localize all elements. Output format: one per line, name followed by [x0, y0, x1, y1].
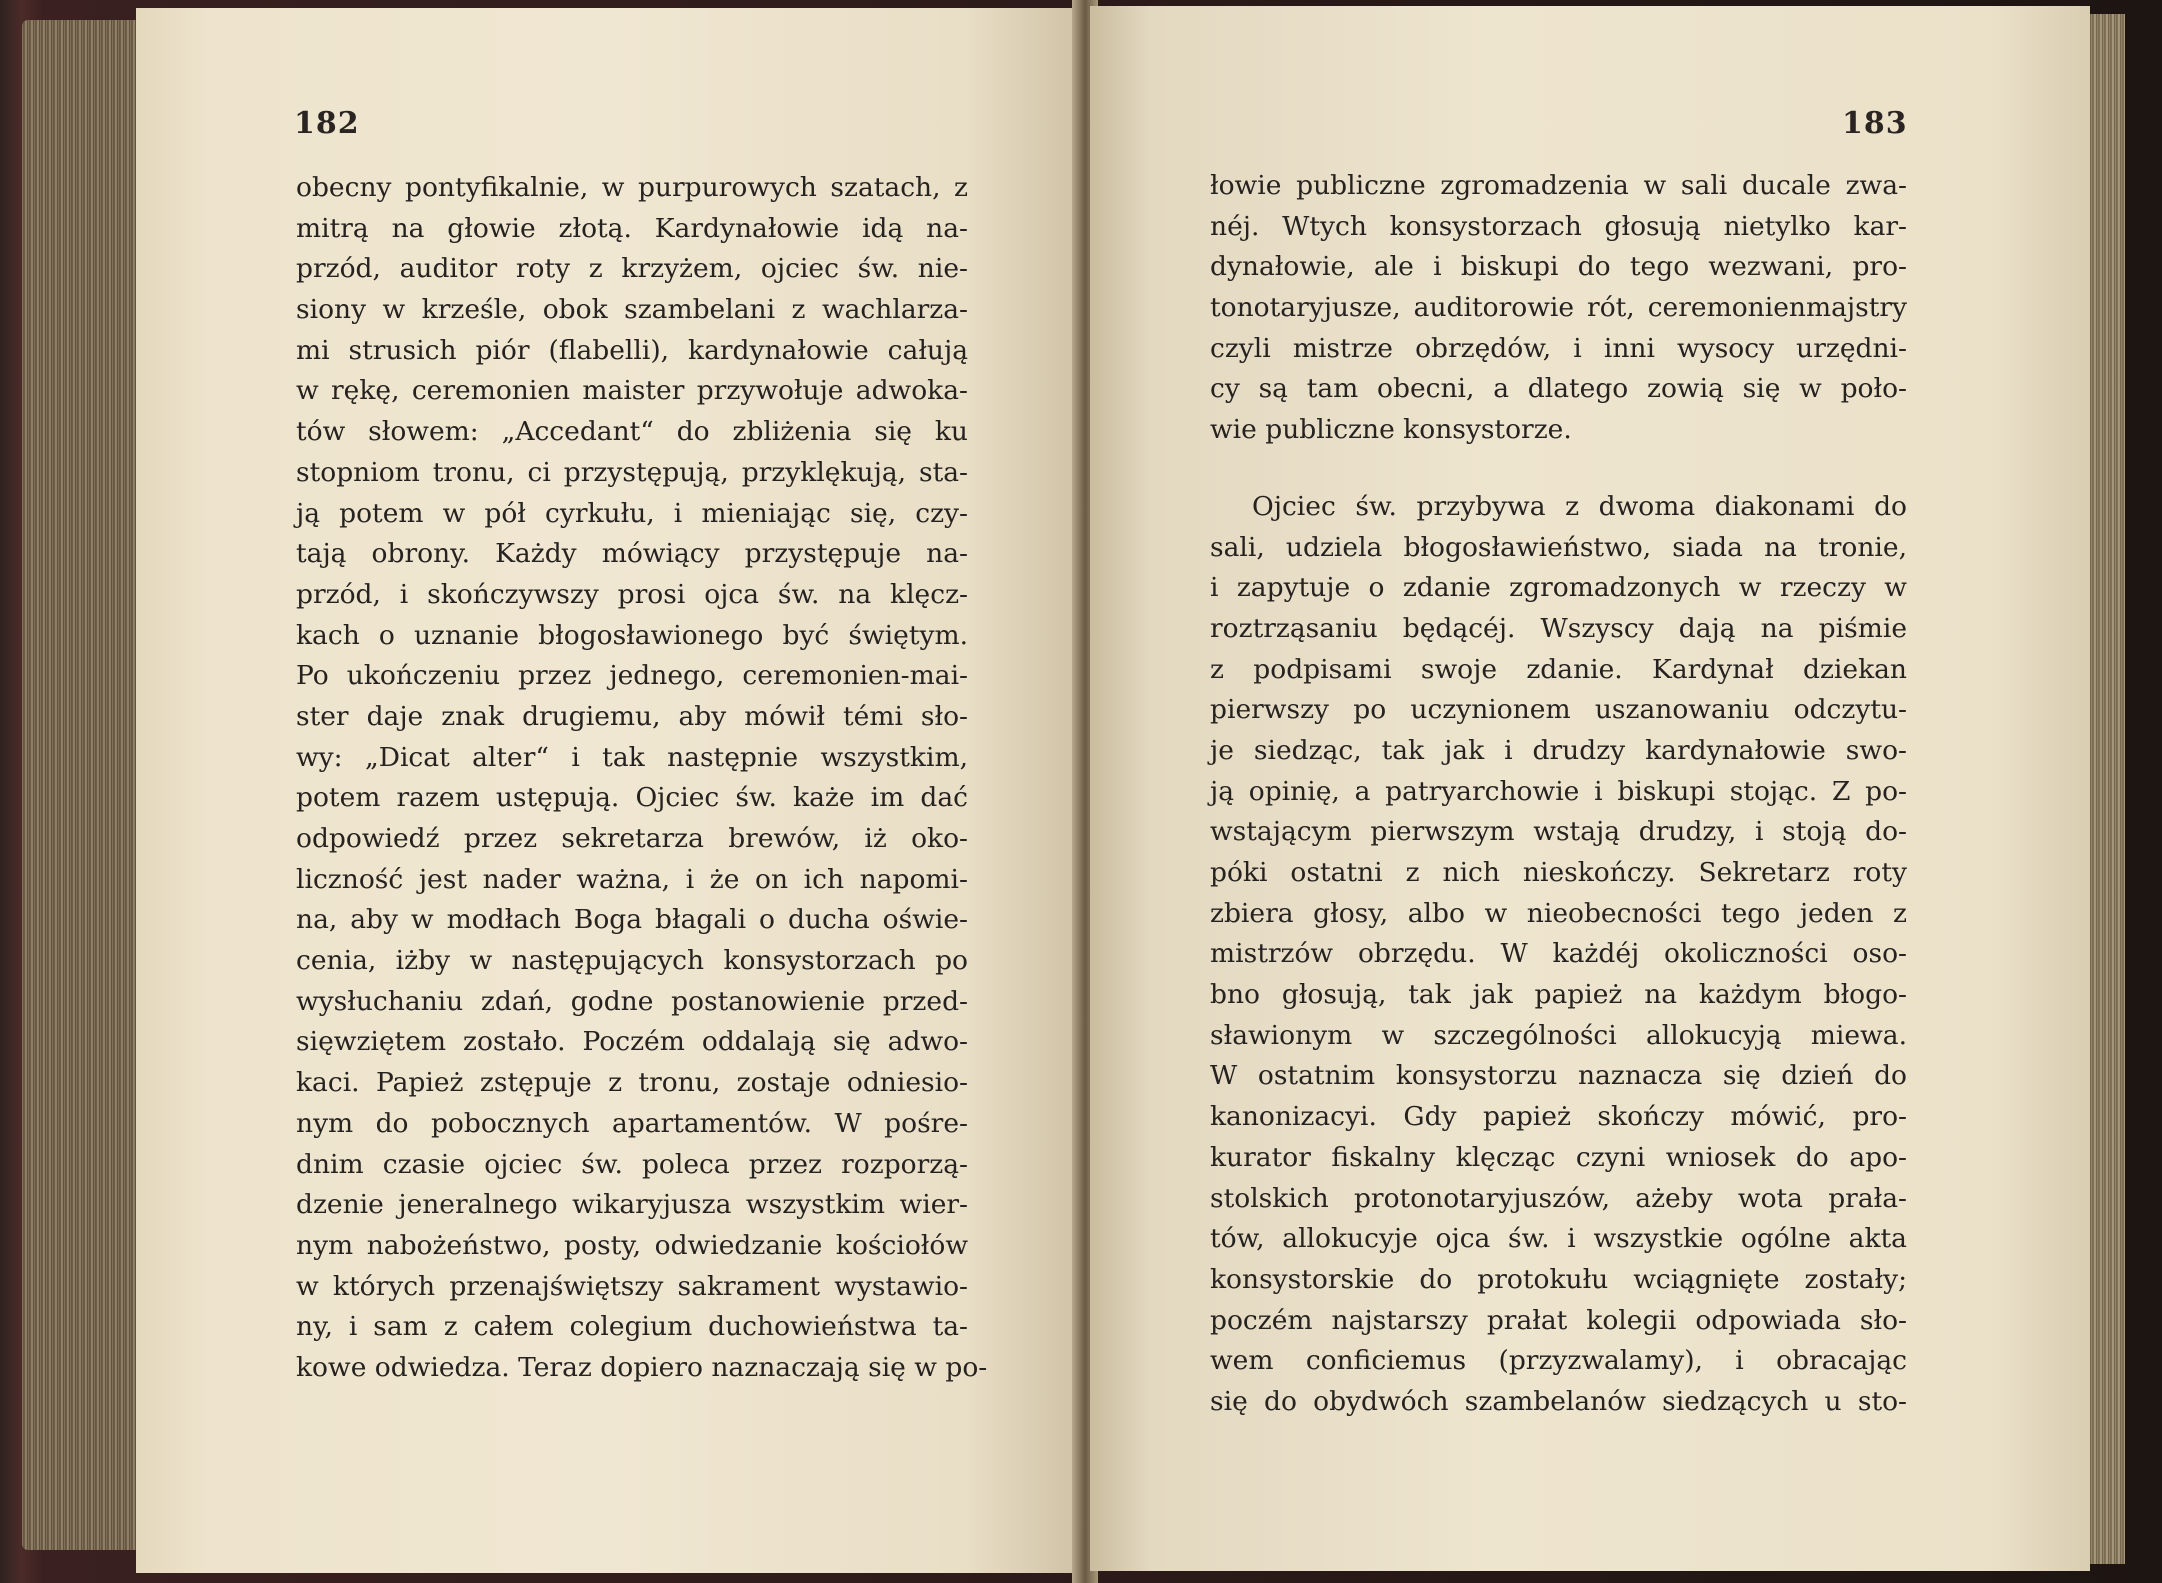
text-line: w których przenajświętszy sakrament wystawio-	[296, 1270, 968, 1302]
text-line: ny, i sam z całem colegium duchowieństwa ta-	[296, 1311, 968, 1343]
text-line: w rękę, ceremonien maister przywołuje adwoka-	[296, 375, 968, 407]
text-line: obecny pontyfikalnie, w purpurowych szatach, z	[296, 172, 968, 203]
text-line: wy: „Dicat alter“ i tak następnie wszystkim,	[296, 741, 968, 773]
text-line: wem conficiemus (przyzwalamy), i obracając	[1210, 1345, 1907, 1377]
text-line: stopniom tronu, ci przystępują, przyklękują, sta-	[296, 456, 968, 488]
text-line: mitrą na głowie złotą. Kardynałowie idą na-	[296, 212, 968, 244]
text-line: mistrzów obrzędu. W każdéj okoliczności oso-	[1210, 938, 1907, 970]
text-line: konsystorskie do protokułu wciągnięte zostały;	[1210, 1263, 1907, 1295]
text-line: tów słowem: „Accedant“ do zbliżenia się ku	[296, 416, 968, 448]
text-line: je siedząc, tak jak i drudzy kardynałowie swo-	[1210, 734, 1907, 766]
text-line: zbiera głosy, albo w nieobecności tego jeden z	[1210, 897, 1907, 929]
text-line: łowie publiczne zgromadzenia w sali ducale zwa-	[1210, 170, 1907, 201]
text-line: mi strusich piór (flabelli), kardynałowie całują	[296, 334, 968, 366]
text-line: Po ukończeniu przez jednego, ceremonien-mai-	[296, 660, 968, 692]
text-line: cy są tam obecni, a dlatego zowią się w poło-	[1210, 373, 1907, 405]
text-line: i zapytuje o zdanie zgromadzonych w rzeczy w	[1210, 572, 1907, 604]
right-page-text	[1210, 166, 1907, 1423]
text-line: kurator fiskalny klęcząc czyni wniosek do apo-	[1210, 1141, 1907, 1173]
text-line: dzenie jeneralnego wikaryjusza wszystkim wier-	[296, 1189, 968, 1221]
text-line: przód, i skończywszy prosi ojca św. na klęcz-	[296, 578, 968, 610]
text-line: kanonizacyi. Gdy papież skończy mówić, pro-	[1210, 1101, 1907, 1133]
text-line: kach o uznanie błogosławionego być świętym.	[296, 619, 968, 651]
text-line: się do obydwóch szambelanów siedzących u sto-	[1210, 1385, 1907, 1417]
right-paragraph-2	[1210, 487, 1907, 1423]
text-line: roztrząsaniu będącéj. Wszyscy dają na piśmie	[1210, 612, 1907, 644]
text-line: nym do pobocznych apartamentów. W pośre-	[296, 1107, 968, 1139]
left-page-number: 182	[294, 106, 360, 141]
text-line: ją opinię, a patryarchowie i biskupi stojąc. Z po-	[1210, 775, 1907, 807]
text-line: sięwziętem zostało. Poczém oddalają się adwo-	[296, 1026, 968, 1058]
text-line: siony w krześle, obok szambelani z wachlarza-	[296, 294, 968, 326]
text-line: z podpisami swoje zdanie. Kardynał dziekan	[1210, 653, 1907, 685]
right-paragraph-1	[1210, 166, 1907, 451]
text-line: pierwszy po uczynionem uszanowaniu odczytu-	[1210, 694, 1907, 726]
text-line: póki ostatni z nich nieskończy. Sekretarz roty	[1210, 857, 1907, 888]
text-line: kowe odwiedza. Teraz dopiero naznaczają się w po-	[296, 1351, 988, 1383]
text-line: wie publiczne konsystorze.	[1210, 414, 1572, 446]
text-line: tają obrony. Każdy mówiący przystępuje na-	[296, 538, 968, 570]
text-line: cenia, iżby w następujących konsystorzach po	[296, 945, 968, 977]
text-line: sławionym w szczególności allokucyją miewa.	[1210, 1019, 1907, 1051]
right-page-edges	[2085, 14, 2125, 1564]
text-line: liczność jest nader ważna, i że on ich napomi-	[296, 863, 968, 895]
text-line: bno głosują, tak jak papież na każdym błogo-	[1210, 979, 1907, 1011]
text-line: tonotaryjusze, auditorowie rót, ceremonienmajstry	[1210, 292, 1907, 324]
text-line: stolskich protonotaryjuszów, ażeby wota prała-	[1210, 1182, 1907, 1214]
text-line: potem razem ustępują. Ojciec św. każe im dać	[296, 782, 968, 814]
text-line: wstającym pierwszym wstają drudzy, i stoją do-	[1210, 816, 1907, 848]
text-line: czyli mistrze obrzędów, i inni wysocy urzędni-	[1210, 332, 1907, 364]
text-line: na, aby w modłach Boga błagali o ducha oświe-	[296, 904, 968, 936]
text-line: W ostatnim konsystorzu naznacza się dzień do	[1210, 1060, 1907, 1092]
right-page	[1090, 6, 2090, 1571]
text-line: dnim czasie ojciec św. poleca przez rozporzą-	[296, 1148, 968, 1180]
text-line: kaci. Papież zstępuje z tronu, zostaje odniesio-	[296, 1067, 968, 1099]
text-line: Ojciec św. przybywa z dwoma diakonami do	[1252, 490, 1907, 522]
text-line: wysłuchaniu zdań, godne postanowienie przed-	[296, 985, 968, 1017]
text-line: odpowiedź przez sekretarza brewów, iż oko-	[296, 823, 968, 854]
text-line: néj. Wtych konsystorzach głosują nietylko kar-	[1210, 210, 1907, 242]
text-line: nym nabożeństwo, posty, odwiedzanie kościołów	[296, 1229, 968, 1261]
text-line: tów, allokucyje ojca św. i wszystkie ogólne akta	[1210, 1223, 1907, 1255]
text-line: poczém najstarszy prałat kolegii odpowiada sło-	[1210, 1304, 1907, 1336]
left-page-text	[296, 168, 988, 1389]
text-line: ją potem w pół cyrkułu, i mieniając się, czy-	[296, 497, 968, 529]
right-page-number: 183	[1842, 106, 1908, 141]
text-line: dynałowie, ale i biskupi do tego wezwani, pro-	[1210, 251, 1907, 283]
text-line: przód, auditor roty z krzyżem, ojciec św. nie-	[296, 253, 968, 285]
left-page-edges	[22, 20, 137, 1550]
left-page	[136, 8, 1079, 1573]
text-line: sali, udziela błogosławieństwo, siada na tronie,	[1210, 531, 1907, 563]
text-line: ster daje znak drugiemu, aby mówił témi sło-	[296, 700, 968, 732]
